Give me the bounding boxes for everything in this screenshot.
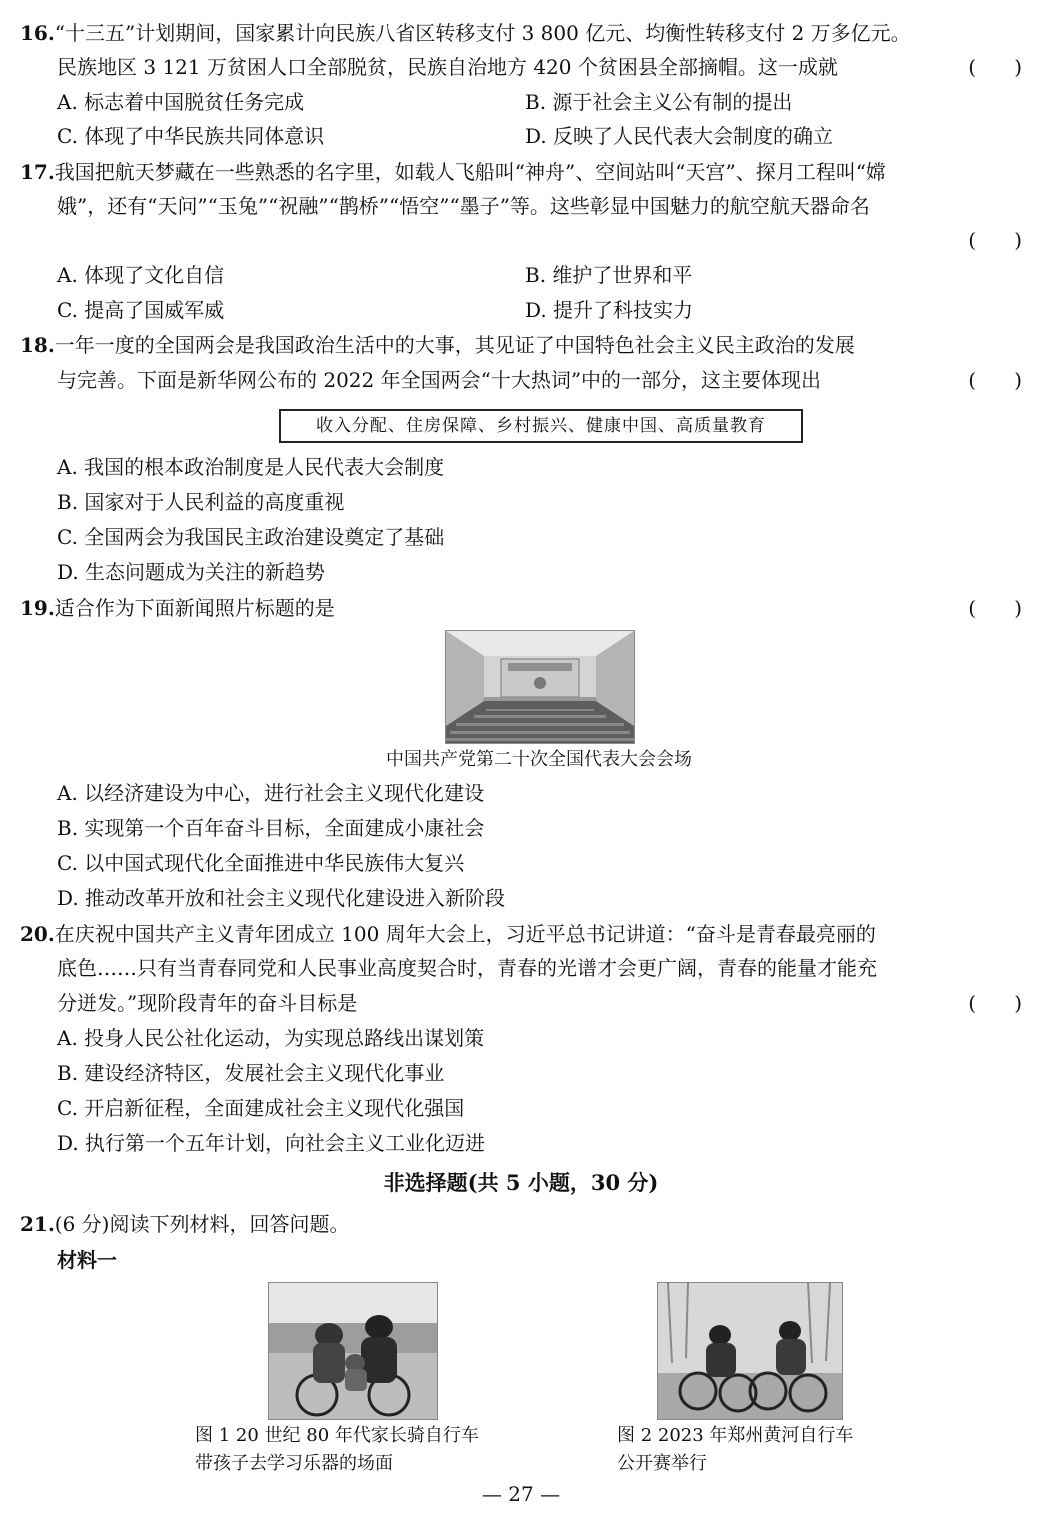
q18-option-b[interactable]: B. 国家对于人民利益的高度重视 [57,490,345,514]
q20-line2: 底色……只有当青春同党和人民事业高度契合时，青春的光谱才会更广阔，青春的能量才能充 [57,956,877,980]
q17-answer-paren: ( ) [968,228,1022,252]
q17-line2: 娥”，还有“天问”“玉兔”“祝融”“鹊桥”“悟空”“墨子”等。这些彰显中国魅力的航空航天器命名 [57,194,870,218]
q20-line1 [20,917,876,951]
q21-text1: (6 分)阅读下列材料，回答问题。 [54,1212,350,1236]
q16-number: 16. [20,21,55,45]
q17-option-b[interactable]: B. 维护了世界和平 [525,263,693,287]
q20-line3: 分迸发。”现阶段青年的奋斗目标是 [57,991,358,1015]
q16-option-b[interactable]: B. 源于社会主义公有制的提出 [525,90,793,114]
figure2-cycling-race-photo [657,1282,843,1420]
q20-option-d[interactable]: D. 执行第一个五年计划，向社会主义工业化迈进 [57,1131,486,1155]
q18-option-d[interactable]: D. 生态问题成为关注的新趋势 [57,560,326,584]
q20-option-b[interactable]: B. 建设经济特区，发展社会主义现代化事业 [57,1061,445,1085]
q18-option-c[interactable]: C. 全国两会为我国民主政治建设奠定了基础 [57,525,445,549]
q16-text1: “十三五”计划期间，国家累计向民族八省区转移支付 3 800 亿元、均衡性转移支付 2 万多亿元。 [54,21,911,45]
figure2-caption-line1: 图 2 2023 年郑州黄河自行车 [617,1425,854,1446]
q17-number: 17. [20,160,55,184]
q18-hot-words-box: 收入分配、住房保障、乡村振兴、健康中国、高质量教育 [279,409,803,443]
q21-material-label: 材料一 [57,1248,117,1272]
q18-text1: 一年一度的全国两会是我国政治生活中的大事，其见证了中国特色社会主义民主政治的发展 [54,333,855,357]
q19-line1 [20,591,335,625]
q19-answer-paren: ( ) [968,596,1022,620]
q17-line1 [20,155,886,189]
q19-option-c[interactable]: C. 以中国式现代化全面推进中华民族伟大复兴 [57,851,465,875]
page-number: — 27 — [481,1482,561,1506]
q19-option-d[interactable]: D. 推动改革开放和社会主义现代化建设进入新阶段 [57,886,506,910]
q16-option-d[interactable]: D. 反映了人民代表大会制度的确立 [525,124,834,148]
congress-hall-illustration [446,631,634,743]
q17-option-d[interactable]: D. 提升了科技实力 [525,298,694,322]
q20-option-c[interactable]: C. 开启新征程，全面建成社会主义现代化强国 [57,1096,465,1120]
q17-text1: 我国把航天梦藏在一些熟悉的名字里，如载人飞船叫“神舟”、空间站叫“天宫”、探月工程叫“嫦 [54,160,886,184]
q19-option-a[interactable]: A. 以经济建设为中心，进行社会主义现代化建设 [57,781,485,805]
figure1-caption-line2: 带孩子去学习乐器的场面 [195,1453,393,1474]
q18-option-a[interactable]: A. 我国的根本政治制度是人民代表大会制度 [57,455,445,479]
q16-answer-paren: ( ) [968,55,1022,79]
q18-answer-paren: ( ) [968,368,1022,392]
q18-line2: 与完善。下面是新华网公布的 2022 年全国两会“十大热词”中的一部分，这主要体现出 [57,368,822,392]
q16-line2: 民族地区 3 121 万贫困人口全部脱贫，民族自治地方 420 个贫困县全部摘帽。这一成就 [57,55,838,79]
q20-number: 20. [20,922,55,946]
q18-line1 [20,328,855,362]
figure1-bicycle-photo [268,1282,438,1420]
figure2-illustration [658,1283,842,1419]
q19-text1: 适合作为下面新闻照片标题的是 [54,596,335,620]
q21-number: 21. [20,1212,55,1236]
q20-answer-paren: ( ) [968,991,1022,1015]
q20-option-a[interactable]: A. 投身人民公社化运动，为实现总路线出谋划策 [57,1026,485,1050]
q16-option-c[interactable]: C. 体现了中华民族共同体意识 [57,124,325,148]
figure1-illustration [269,1283,437,1419]
congress-hall-photo [445,630,635,744]
q19-option-b[interactable]: B. 实现第一个百年奋斗目标，全面建成小康社会 [57,816,485,840]
q19-number: 19. [20,596,55,620]
q20-text1: 在庆祝中国共产主义青年团成立 100 周年大会上，习近平总书记讲道：“奋斗是青春最亮丽的 [54,922,876,946]
q17-option-c[interactable]: C. 提高了国威军威 [57,298,225,322]
q16-option-a[interactable]: A. 标志着中国脱贫任务完成 [57,90,305,114]
q17-option-a[interactable]: A. 体现了文化自信 [57,263,225,287]
section-title: 非选择题(共 5 小题，30 分) [383,1170,659,1195]
q21-line1 [20,1207,349,1241]
figure2-caption-line2: 公开赛举行 [617,1453,707,1474]
q18-number: 18. [20,333,55,357]
q19-photo-caption: 中国共产党第二十次全国代表大会会场 [386,749,692,770]
q16-line1 [20,16,911,50]
figure1-caption-line1: 图 1 20 世纪 80 年代家长骑自行车 [195,1425,479,1446]
